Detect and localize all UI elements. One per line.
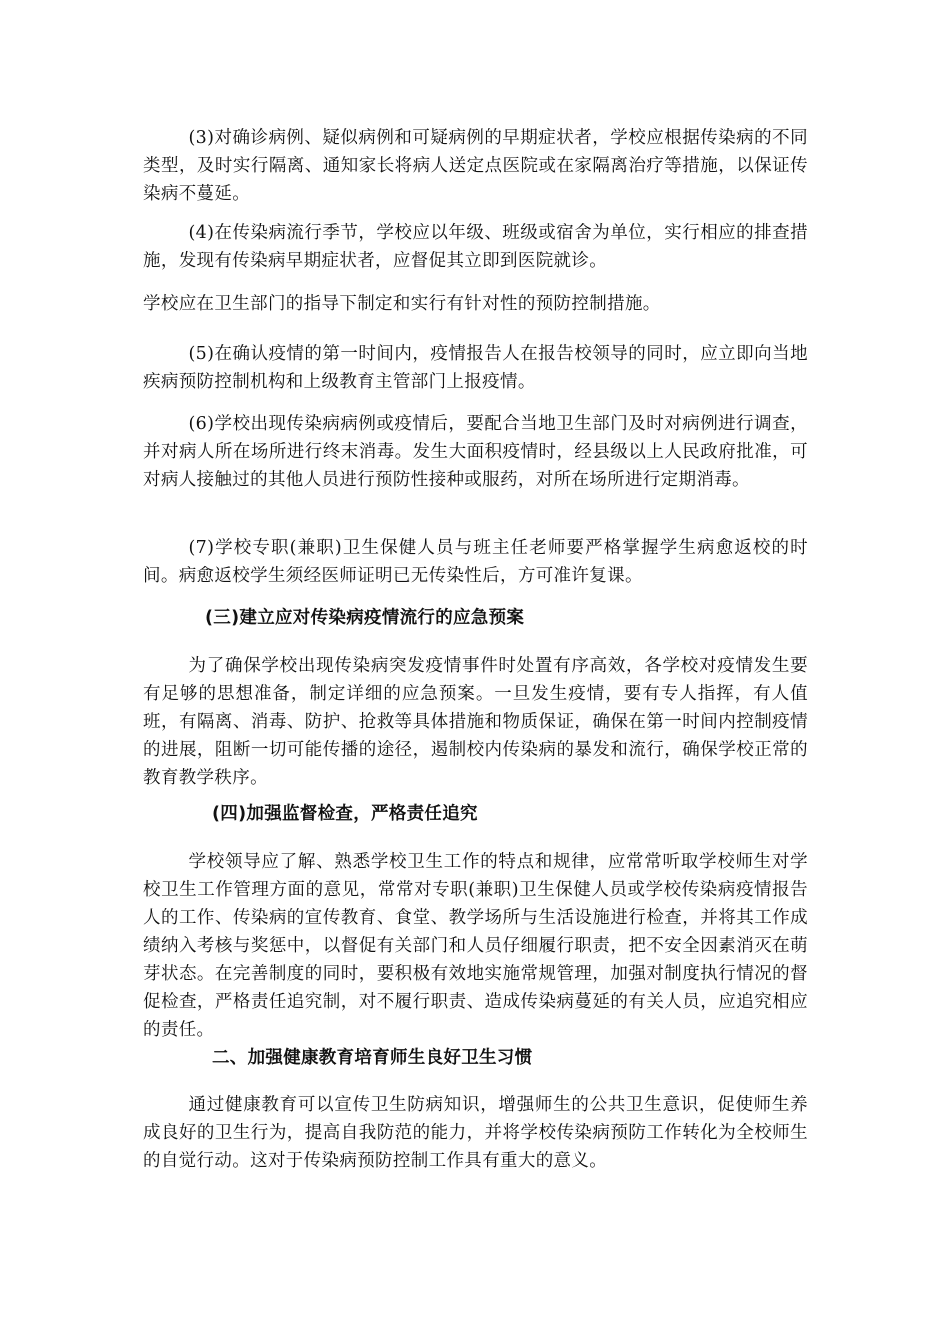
section-heading-3: (三)建立应对传染病疫情流行的应急预案 [205,608,525,628]
paragraph-item-7: (7)学校专职(兼职)卫生保健人员与班主任老师要严格掌握学生病愈返校的时间。病愈返校学生须经医师证明已无传染性后，方可准许复课。 [143,538,808,586]
paragraph-item-3: (3)对确诊病例、疑似病例和可疑病例的早期症状者，学校应根据传染病的不同类型，及时实行隔离、通知家长将病人送定点医院或在家隔离治疗等措施，以保证传染病不蔓延。 [143,128,808,204]
paragraph-supervision: 学校领导应了解、熟悉学校卫生工作的特点和规律，应常常听取学校师生对学校卫生工作管理方面的意见，常常对专职(兼职)卫生保健人员或学校传染病疫情报告人的工作、传染病的宣传教育、食堂、教学场所与生活设施进行检查，并将其工作成绩纳入考核与奖惩中，以督促有关部门和人员仔细履行职责，把不安全因素消灭在萌芽状态。在完善制度的同时，要积极有效地实施常规管理，加强对制度执行情况的督促检查，严格责任追究制，对不履行职责、造成传染病蔓延的有关人员，应追究相应的责任。 [143,852,808,1040]
paragraph-health-education: 通过健康教育可以宣传卫生防病知识，增强师生的公共卫生意识，促使师生养成良好的卫生行为，提高自我防范的能力，并将学校传染病预防工作转化为全校师生的自觉行动。这对于传染病预防控制工作具有重大的意义。 [143,1095,808,1171]
section-heading-4: (四)加强监督检查，严格责任追究 [212,804,478,824]
paragraph-guidance: 学校应在卫生部门的指导下制定和实行有针对性的预防控制措施。 [143,294,661,314]
paragraph-item-4: (4)在传染病流行季节，学校应以年级、班级或宿舍为单位，实行相应的排查措施，发现有传染病早期症状者，应督促其立即到医院就诊。 [143,223,808,271]
section-heading-two: 二、加强健康教育培育师生良好卫生习惯 [212,1048,533,1068]
paragraph-emergency-plan: 为了确保学校出现传染病突发疫情事件时处置有序高效，各学校对疫情发生要有足够的思想准备，制定详细的应急预案。一旦发生疫情，要有专人指挥，有人值班，有隔离、消毒、防护、抢救等具体措施和物质保证，确保在第一时间内控制疫情的进展，阻断一切可能传播的途径，遏制校内传染病的暴发和流行，确保学校正常的教育教学秩序。 [143,656,808,788]
paragraph-item-5: (5)在确认疫情的第一时间内，疫情报告人在报告校领导的同时，应立即向当地疾病预防控制机构和上级教育主管部门上报疫情。 [143,344,808,392]
paragraph-item-6: (6)学校出现传染病病例或疫情后，要配合当地卫生部门及时对病例进行调查，并对病人所在场所进行终末消毒。发生大面积疫情时，经县级以上人民政府批准，可对病人接触过的其他人员进行预防性接种或服药，对所在场所进行定期消毒。 [143,414,808,490]
